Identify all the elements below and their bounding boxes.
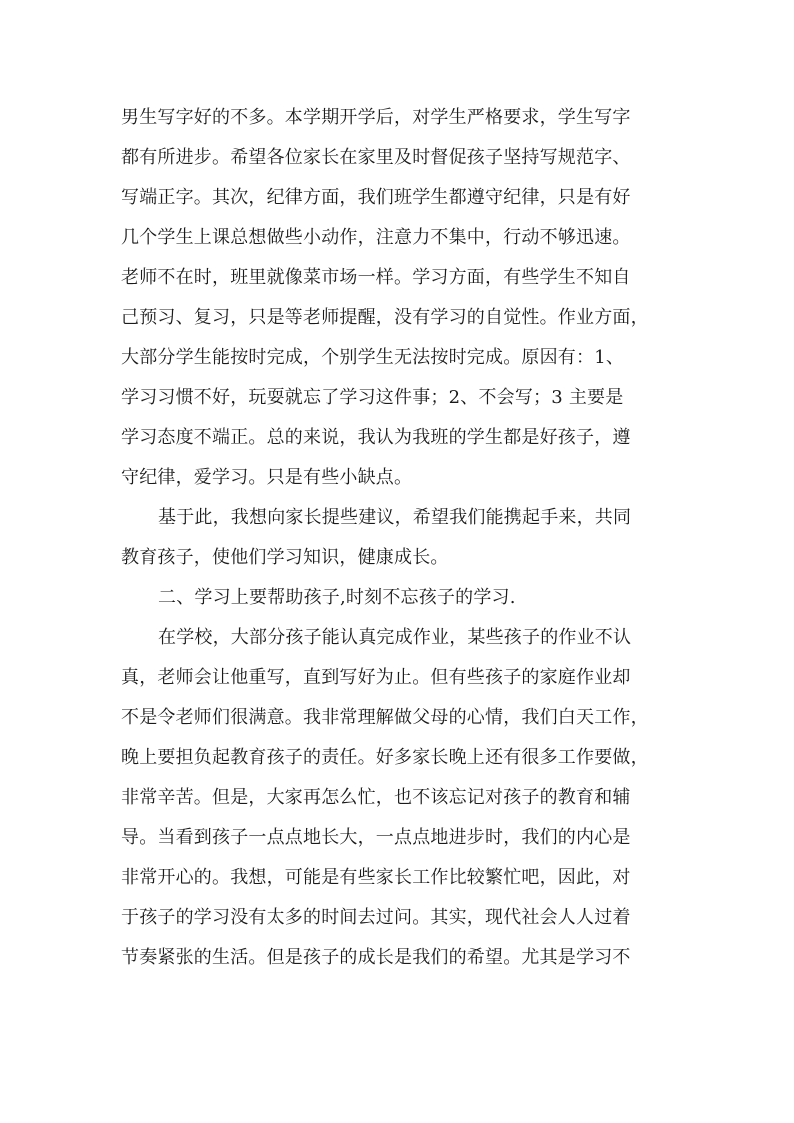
text-line: 都有所进步。希望各位家长在家里及时督促孩子坚持写规范字、 [121, 147, 631, 168]
text-line: 老师不在时，班里就像菜市场一样。学习方面，有些学生不知自 [121, 267, 631, 288]
document-body [121, 98, 681, 978]
text-line: 大部分学生能按时完成，个别学生无法按时完成。原因有：1、 [121, 347, 625, 368]
text-line: 晚上要担负起教育孩子的责任。好多家长晚上还有很多工作要做， [121, 747, 649, 768]
text-line: 几个学生上课总想做些小动作，注意力不集中，行动不够迅速。 [121, 227, 631, 248]
text-line: 非常开心的。我想，可能是有些家长工作比较繁忙吧，因此，对 [121, 867, 631, 888]
text-line: 非常辛苦。但是，大家再怎么忙，也不该忘记对孩子的教育和辅 [121, 787, 631, 808]
text-line: 不是令老师们很满意。我非常理解做父母的心情，我们白天工作， [121, 707, 649, 728]
text-line: 教育孩子，使他们学习知识，健康成长。 [121, 547, 449, 568]
text-line: 学习习惯不好，玩耍就忘了学习这件事；2、不会写；3 主要是 [121, 387, 624, 408]
text-line: 于孩子的学习没有太多的时间去过问。其实，现代社会人人过着 [121, 907, 631, 928]
text-line: 基于此，我想向家长提些建议，希望我们能携起手来，共同 [158, 507, 632, 528]
section-heading: 二、学习上要帮助孩子,时刻不忘孩子的学习. [158, 587, 516, 608]
text-line: 男生写字好的不多。本学期开学后，对学生严格要求，学生写字 [121, 107, 631, 128]
text-line: 节奏紧张的生活。但是孩子的成长是我们的希望。尤其是学习不 [121, 947, 631, 968]
text-line: 真，老师会让他重写，直到写好为止。但有些孩子的家庭作业却 [121, 667, 631, 688]
text-line: 导。当看到孩子一点点地长大，一点点地进步时，我们的内心是 [121, 827, 631, 848]
text-line: 学习态度不端正。总的来说，我认为我班的学生都是好孩子，遵 [121, 427, 631, 448]
text-line: 己预习、复习，只是等老师提醒，没有学习的自觉性。作业方面， [121, 307, 649, 328]
text-line: 守纪律，爱学习。只是有些小缺点。 [121, 467, 413, 488]
text-line: 写端正字。其次，纪律方面，我们班学生都遵守纪律，只是有好 [121, 187, 631, 208]
text-line: 在学校，大部分孩子能认真完成作业，某些孩子的作业不认 [158, 627, 632, 648]
